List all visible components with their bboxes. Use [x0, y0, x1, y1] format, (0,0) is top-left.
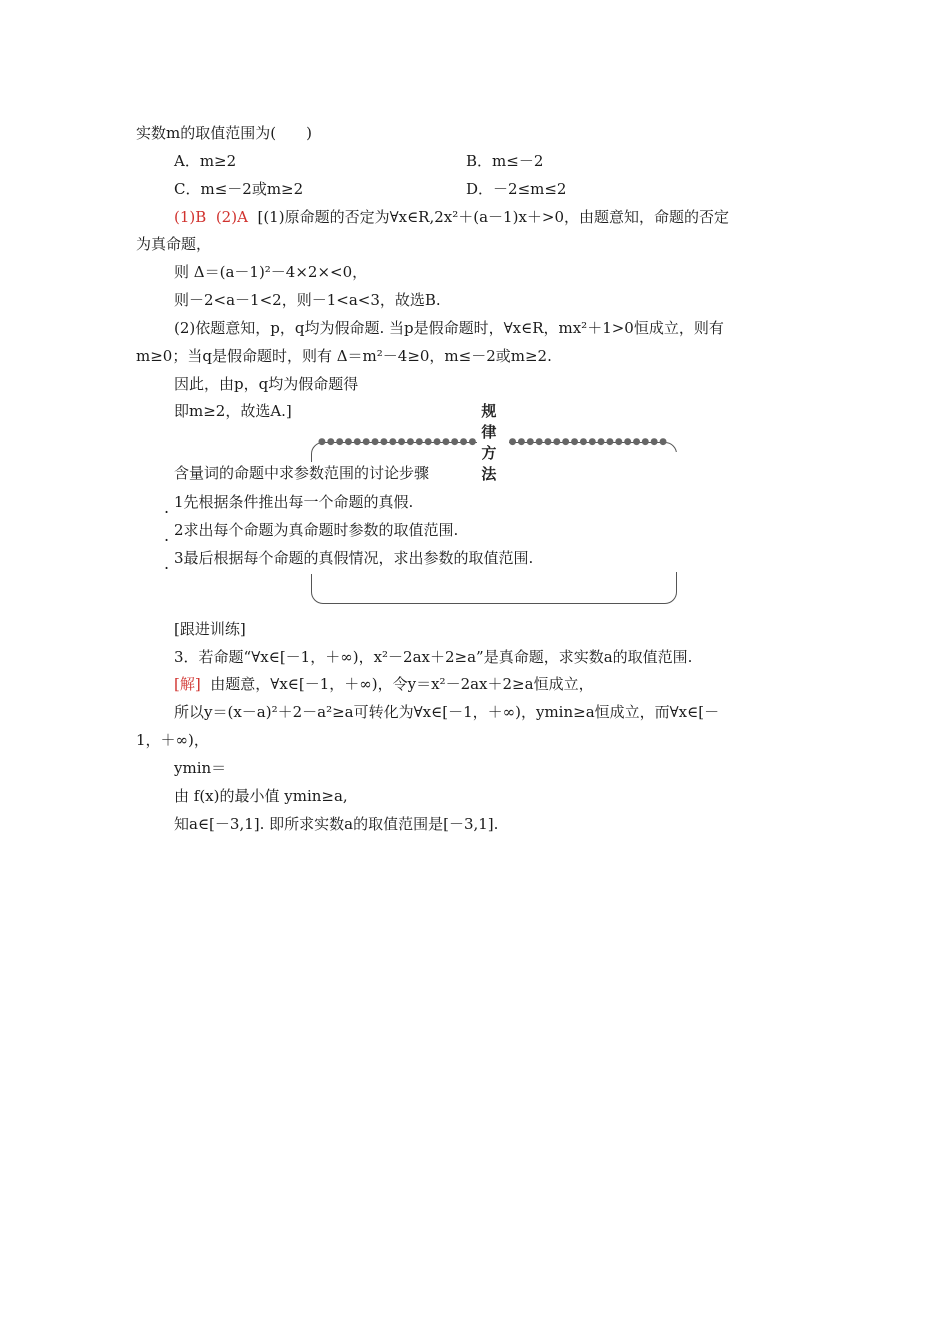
answer-label-2: (2)A [215, 208, 248, 226]
option-c: C．m≤－2或m≥2 [174, 180, 304, 198]
method-step-2: 2求出每个命题为真命题时参数的取值范围. [174, 521, 459, 539]
bullet-dot-3: . [164, 554, 170, 573]
solution-line-1 [174, 674, 594, 694]
solution-line-6: 知a∈[－3,1]. 即所求实数a的取值范围是[－3,1]. [174, 815, 499, 833]
answer-label-1: (1)B [174, 208, 207, 226]
option-b: B．m≤－2 [466, 152, 544, 170]
practice-header: [跟进训练] [174, 620, 246, 638]
solution-label: [解] [174, 675, 201, 693]
answer-line-3: 则 Δ＝(a－1)²－4×2×<0， [174, 263, 368, 281]
answer-line-6: m≥0；当q是假命题时，则有 Δ＝m²－4≥0，m≤－2或m≥2. [136, 347, 552, 365]
question-stem: 实数m的取值范围为( ) [136, 124, 312, 142]
option-a: A．m≥2 [174, 152, 237, 170]
method-box-gap-right [669, 452, 683, 572]
option-d: D．－2≤m≤2 [466, 180, 567, 198]
answer-line-7: 因此，由p，q均为假命题得 [174, 375, 359, 393]
dotted-rule-right: ●●●●●●●●●●●●●●●●●● [508, 437, 668, 447]
method-box-intro: 含量词的命题中求参数范围的讨论步骤 [174, 464, 430, 482]
bullet-dot-2: . [164, 526, 170, 545]
dotted-rule-left: ●●●●●●●●●●●●●●●●●● [318, 437, 478, 447]
answer-line-2: 为真命题， [136, 235, 212, 253]
answer-explanation-start: [(1)原命题的否定为∀x∈R,2x²＋(a－1)x＋>0，由题意知，命题的否定 [257, 208, 730, 226]
solution-line-4: ymin＝ [174, 759, 227, 777]
method-box-header [318, 402, 668, 483]
solution-line-5: 由 f(x)的最小值 ymin≥a, [174, 787, 348, 805]
answer-line-4: 则－2<a－1<2，则－1<a<3，故选B. [174, 291, 441, 309]
answer-line-1 [174, 207, 729, 227]
answer-line-5: (2)依题意知，p，q均为假命题. 当p是假命题时，∀x∈R，mx²＋1>0恒成立，则有 [174, 319, 724, 337]
solution-line-3: 1，＋∞)， [136, 731, 209, 749]
method-box-title: 规律方法 [477, 400, 508, 484]
answer-line-8: 即m≥2，故选A.] [174, 402, 292, 420]
solution-line-2: 所以y＝(x－a)²＋2－a²≥a可转化为∀x∈[－1，＋∞)，ymin≥a恒成立，而∀x∈[－ [174, 703, 720, 721]
solution-line-1-text: 由题意，∀x∈[－1，＋∞)，令y＝x²－2ax＋2≥a恒成立， [210, 675, 594, 693]
bullet-dot-1: . [164, 498, 170, 517]
practice-problem: 3．若命题“∀x∈[－1，＋∞)，x²－2ax＋2≥a”是真命题，求实数a的取值范围. [174, 648, 693, 666]
method-step-3: 3最后根据每个命题的真假情况，求出参数的取值范围. [174, 549, 534, 567]
method-step-1: 1先根据条件推出每一个命题的真假. [174, 493, 414, 511]
